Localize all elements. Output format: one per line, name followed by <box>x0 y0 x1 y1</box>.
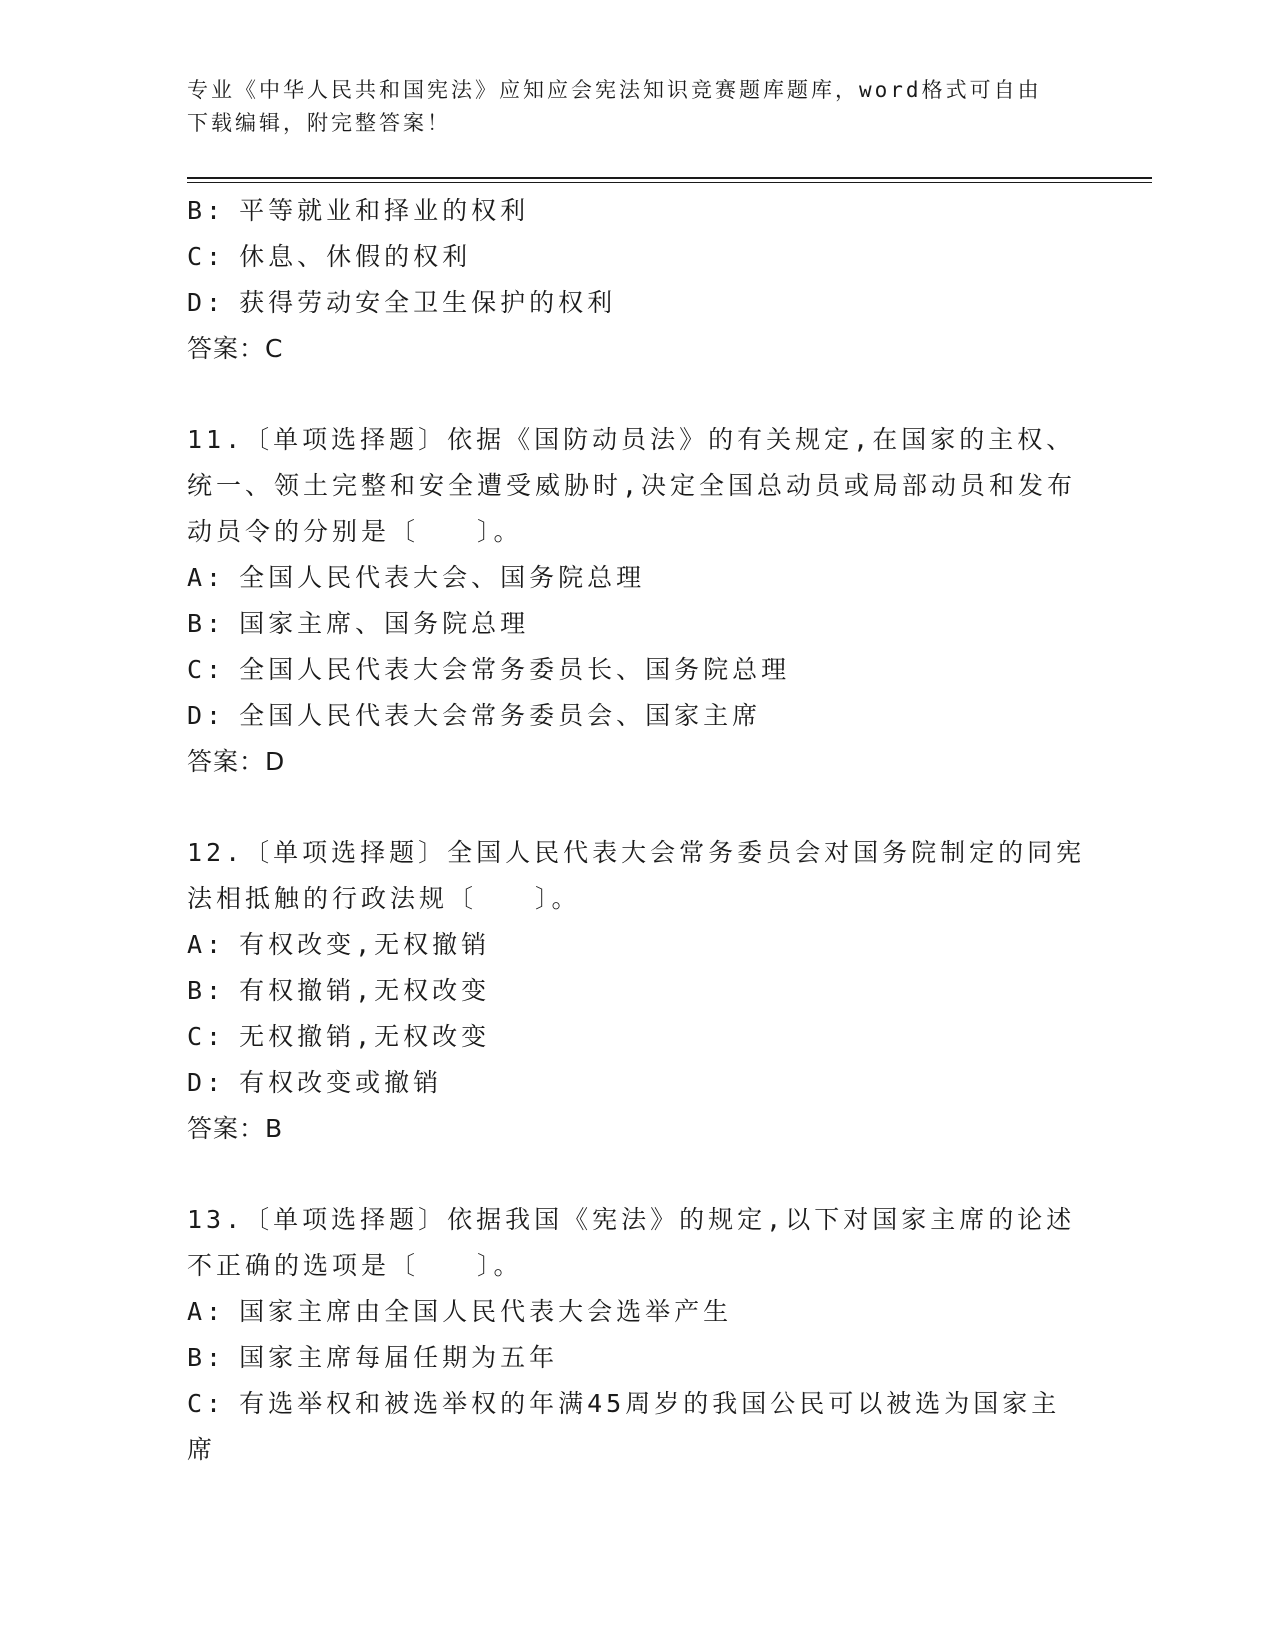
option-d: D: 有权改变或撤销 <box>187 1068 443 1097</box>
answer: 答案：B <box>187 1114 284 1143</box>
option-c: C: 有选举权和被选举权的年满45周岁的我国公民可以被选为国家主 <box>187 1389 1061 1418</box>
prev-question <box>187 188 1087 372</box>
question-stem-line: 不正确的选项是〔 〕。 <box>187 1251 523 1280</box>
question-stem-line: 11.〔单项选择题〕依据《国防动员法》的有关规定,在国家的主权、 <box>187 425 1076 454</box>
option-b: B: 平等就业和择业的权利 <box>187 196 530 225</box>
option-c: C: 无权撤销,无权改变 <box>187 1022 491 1051</box>
document-header <box>187 74 1087 140</box>
question-stem-line: 统一、领土完整和安全遭受威胁时,决定全国总动员或局部动员和发布 <box>187 471 1077 500</box>
option-c: C: 全国人民代表大会常务委员长、国务院总理 <box>187 655 791 684</box>
question-stem-line: 动员令的分别是〔 〕。 <box>187 517 523 546</box>
option-a: A: 全国人民代表大会、国务院总理 <box>187 563 646 592</box>
header-line-2: 下载编辑，附完整答案！ <box>187 111 451 135</box>
option-d: D: 全国人民代表大会常务委员会、国家主席 <box>187 701 762 730</box>
question-stem-line: 法相抵触的行政法规〔 〕。 <box>187 884 581 913</box>
document-body <box>187 188 1087 1473</box>
option-a: A: 国家主席由全国人民代表大会选举产生 <box>187 1297 733 1326</box>
header-rule-thick <box>187 177 1152 179</box>
question-stem-line: 13.〔单项选择题〕依据我国《宪法》的规定,以下对国家主席的论述 <box>187 1205 1076 1234</box>
question-13 <box>187 1197 1087 1473</box>
answer: 答案：D <box>187 747 286 776</box>
option-c: C: 休息、休假的权利 <box>187 242 472 271</box>
option-b: B: 国家主席、国务院总理 <box>187 609 530 638</box>
option-b: B: 有权撤销,无权改变 <box>187 976 491 1005</box>
question-11 <box>187 417 1087 785</box>
question-stem-line: 12.〔单项选择题〕全国人民代表大会常务委员会对国务院制定的同宪 <box>187 838 1086 867</box>
option-b: B: 国家主席每届任期为五年 <box>187 1343 559 1372</box>
option-d: D: 获得劳动安全卫生保护的权利 <box>187 288 617 317</box>
answer: 答案：C <box>187 334 284 363</box>
option-continuation: 席 <box>187 1435 217 1464</box>
option-a: A: 有权改变,无权撤销 <box>187 930 491 959</box>
question-12 <box>187 830 1087 1152</box>
header-rule-thin <box>187 182 1152 183</box>
header-line-1: 专业《中华人民共和国宪法》应知应会宪法知识竞赛题库题库，word格式可自由 <box>187 78 1042 102</box>
